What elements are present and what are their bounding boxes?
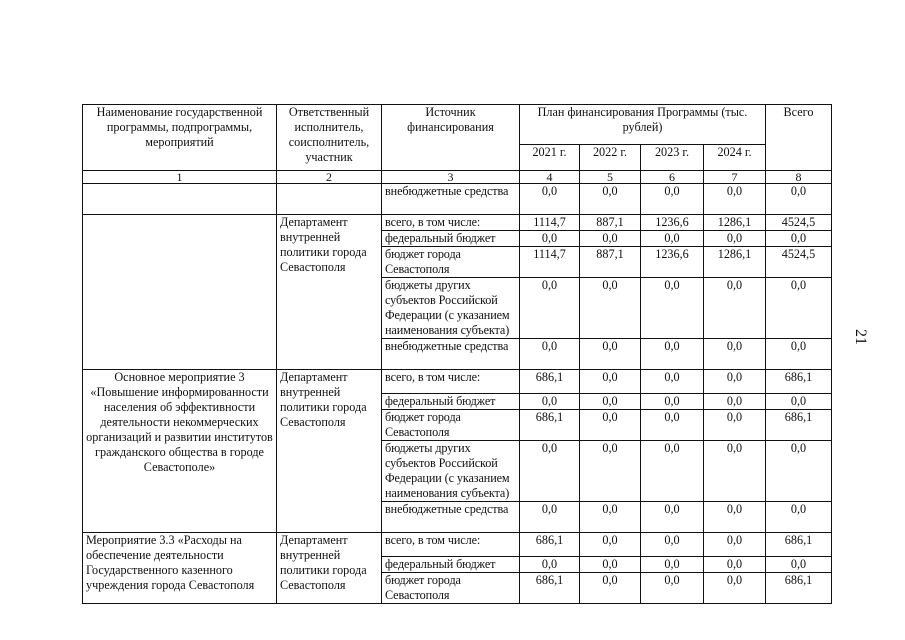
funding-source-cell: бюджет города Севастополя — [382, 573, 520, 604]
header-source: Источник финансирования — [382, 105, 520, 171]
funding-source-cell: бюджет города Севастополя — [382, 247, 520, 278]
year-value-cell: 0,0 — [641, 339, 704, 370]
year-value-cell: 0,0 — [704, 502, 766, 533]
year-value-cell: 1286,1 — [704, 215, 766, 231]
activity-name-cell — [83, 184, 277, 215]
year-value-cell: 887,1 — [580, 215, 641, 231]
year-value-cell: 0,0 — [641, 231, 704, 247]
total-value-cell: 4524,5 — [766, 215, 832, 231]
column-number: 4 — [520, 171, 580, 184]
column-number: 5 — [580, 171, 641, 184]
year-value-cell: 0,0 — [580, 573, 641, 604]
total-value-cell: 686,1 — [766, 370, 832, 394]
year-value-cell: 0,0 — [580, 394, 641, 410]
year-value-cell: 0,0 — [580, 370, 641, 394]
year-value-cell: 0,0 — [704, 339, 766, 370]
funding-source-cell: бюджет города Севастополя — [382, 410, 520, 441]
year-value-cell: 0,0 — [520, 278, 580, 339]
year-value-cell: 0,0 — [520, 184, 580, 215]
total-value-cell: 0,0 — [766, 339, 832, 370]
year-value-cell: 1236,6 — [641, 247, 704, 278]
financing-table — [82, 104, 832, 604]
year-value-cell: 686,1 — [520, 410, 580, 441]
total-value-cell: 0,0 — [766, 278, 832, 339]
column-number: 2 — [277, 171, 382, 184]
total-value-cell: 0,0 — [766, 441, 832, 502]
year-value-cell: 0,0 — [704, 557, 766, 573]
column-number: 6 — [641, 171, 704, 184]
responsible-cell: Департамент внутренней политики города Севастополя — [277, 215, 382, 370]
year-value-cell: 0,0 — [580, 557, 641, 573]
total-value-cell: 0,0 — [766, 502, 832, 533]
funding-source-cell: всего, в том числе: — [382, 533, 520, 557]
activity-name-cell — [83, 215, 277, 370]
responsible-cell — [277, 184, 382, 215]
header-total: Всего — [766, 105, 832, 171]
year-value-cell: 0,0 — [641, 278, 704, 339]
activity-name-cell: Основное мероприятие 3 «Повышение информированности населения об эффективности деятельности некоммерческих организаций и развитии институтов гражданского общества в городе Севастополе» — [83, 370, 277, 533]
year-value-cell: 0,0 — [641, 502, 704, 533]
total-value-cell: 686,1 — [766, 533, 832, 557]
column-number: 7 — [704, 171, 766, 184]
year-value-cell: 0,0 — [580, 184, 641, 215]
year-value-cell: 0,0 — [641, 533, 704, 557]
year-value-cell: 0,0 — [520, 502, 580, 533]
table-row — [83, 370, 832, 394]
year-value-cell: 0,0 — [704, 533, 766, 557]
year-value-cell: 686,1 — [520, 533, 580, 557]
funding-source-cell: внебюджетные средства — [382, 184, 520, 215]
table-row — [83, 215, 832, 231]
year-value-cell: 0,0 — [520, 394, 580, 410]
activity-name-cell: Мероприятие 3.3 «Расходы на обеспечение деятельности Государственного казенного учреждения города Севастополя — [83, 533, 277, 604]
year-value-cell: 1286,1 — [704, 247, 766, 278]
header-year: 2021 г. — [520, 145, 580, 171]
year-value-cell: 0,0 — [520, 231, 580, 247]
year-value-cell: 0,0 — [641, 184, 704, 215]
total-value-cell: 0,0 — [766, 184, 832, 215]
header-plan: План финансирования Программы (тыс. рублей) — [520, 105, 766, 145]
table-row — [83, 184, 832, 215]
year-value-cell: 0,0 — [704, 231, 766, 247]
column-number: 8 — [766, 171, 832, 184]
year-value-cell: 1114,7 — [520, 247, 580, 278]
responsible-cell: Департамент внутренней политики города Севастополя — [277, 370, 382, 533]
funding-source-cell: всего, в том числе: — [382, 215, 520, 231]
year-value-cell: 0,0 — [580, 441, 641, 502]
header-year: 2022 г. — [580, 145, 641, 171]
year-value-cell: 0,0 — [520, 557, 580, 573]
year-value-cell: 0,0 — [704, 394, 766, 410]
total-value-cell: 686,1 — [766, 410, 832, 441]
year-value-cell: 0,0 — [641, 394, 704, 410]
column-number: 1 — [83, 171, 277, 184]
year-value-cell: 0,0 — [641, 370, 704, 394]
year-value-cell: 0,0 — [704, 573, 766, 604]
year-value-cell: 686,1 — [520, 370, 580, 394]
year-value-cell: 0,0 — [704, 184, 766, 215]
header-year: 2024 г. — [704, 145, 766, 171]
responsible-cell: Департамент внутренней политики города Севастополя — [277, 533, 382, 604]
year-value-cell: 0,0 — [641, 557, 704, 573]
year-value-cell: 0,0 — [704, 441, 766, 502]
year-value-cell: 887,1 — [580, 247, 641, 278]
year-value-cell: 0,0 — [580, 410, 641, 441]
funding-source-cell: бюджеты других субъектов Российской Федерации (с указанием наименования субъекта) — [382, 278, 520, 339]
funding-source-cell: внебюджетные средства — [382, 339, 520, 370]
year-value-cell: 686,1 — [520, 573, 580, 604]
year-value-cell: 0,0 — [580, 502, 641, 533]
year-value-cell: 0,0 — [704, 370, 766, 394]
header-responsible: Ответственный исполнитель, соисполнитель, участник — [277, 105, 382, 171]
total-value-cell: 686,1 — [766, 573, 832, 604]
column-number: 3 — [382, 171, 520, 184]
year-value-cell: 0,0 — [580, 533, 641, 557]
year-value-cell: 0,0 — [580, 278, 641, 339]
year-value-cell: 0,0 — [704, 410, 766, 441]
total-value-cell: 0,0 — [766, 557, 832, 573]
year-value-cell: 0,0 — [520, 441, 580, 502]
funding-source-cell: всего, в том числе: — [382, 370, 520, 394]
total-value-cell: 0,0 — [766, 394, 832, 410]
year-value-cell: 0,0 — [641, 441, 704, 502]
year-value-cell: 0,0 — [641, 573, 704, 604]
funding-source-cell: федеральный бюджет — [382, 394, 520, 410]
header-year: 2023 г. — [641, 145, 704, 171]
page-number: 21 — [852, 329, 869, 345]
year-value-cell: 0,0 — [580, 231, 641, 247]
table-row — [83, 533, 832, 557]
funding-source-cell: внебюджетные средства — [382, 502, 520, 533]
year-value-cell: 1236,6 — [641, 215, 704, 231]
total-value-cell: 4524,5 — [766, 247, 832, 278]
year-value-cell: 0,0 — [704, 278, 766, 339]
total-value-cell: 0,0 — [766, 231, 832, 247]
year-value-cell: 0,0 — [641, 410, 704, 441]
year-value-cell: 1114,7 — [520, 215, 580, 231]
funding-source-cell: федеральный бюджет — [382, 557, 520, 573]
header-name: Наименование государственной программы, подпрограммы, мероприятий — [83, 105, 277, 171]
year-value-cell: 0,0 — [520, 339, 580, 370]
year-value-cell: 0,0 — [580, 339, 641, 370]
funding-source-cell: бюджеты других субъектов Российской Федерации (с указанием наименования субъекта) — [382, 441, 520, 502]
funding-source-cell: федеральный бюджет — [382, 231, 520, 247]
